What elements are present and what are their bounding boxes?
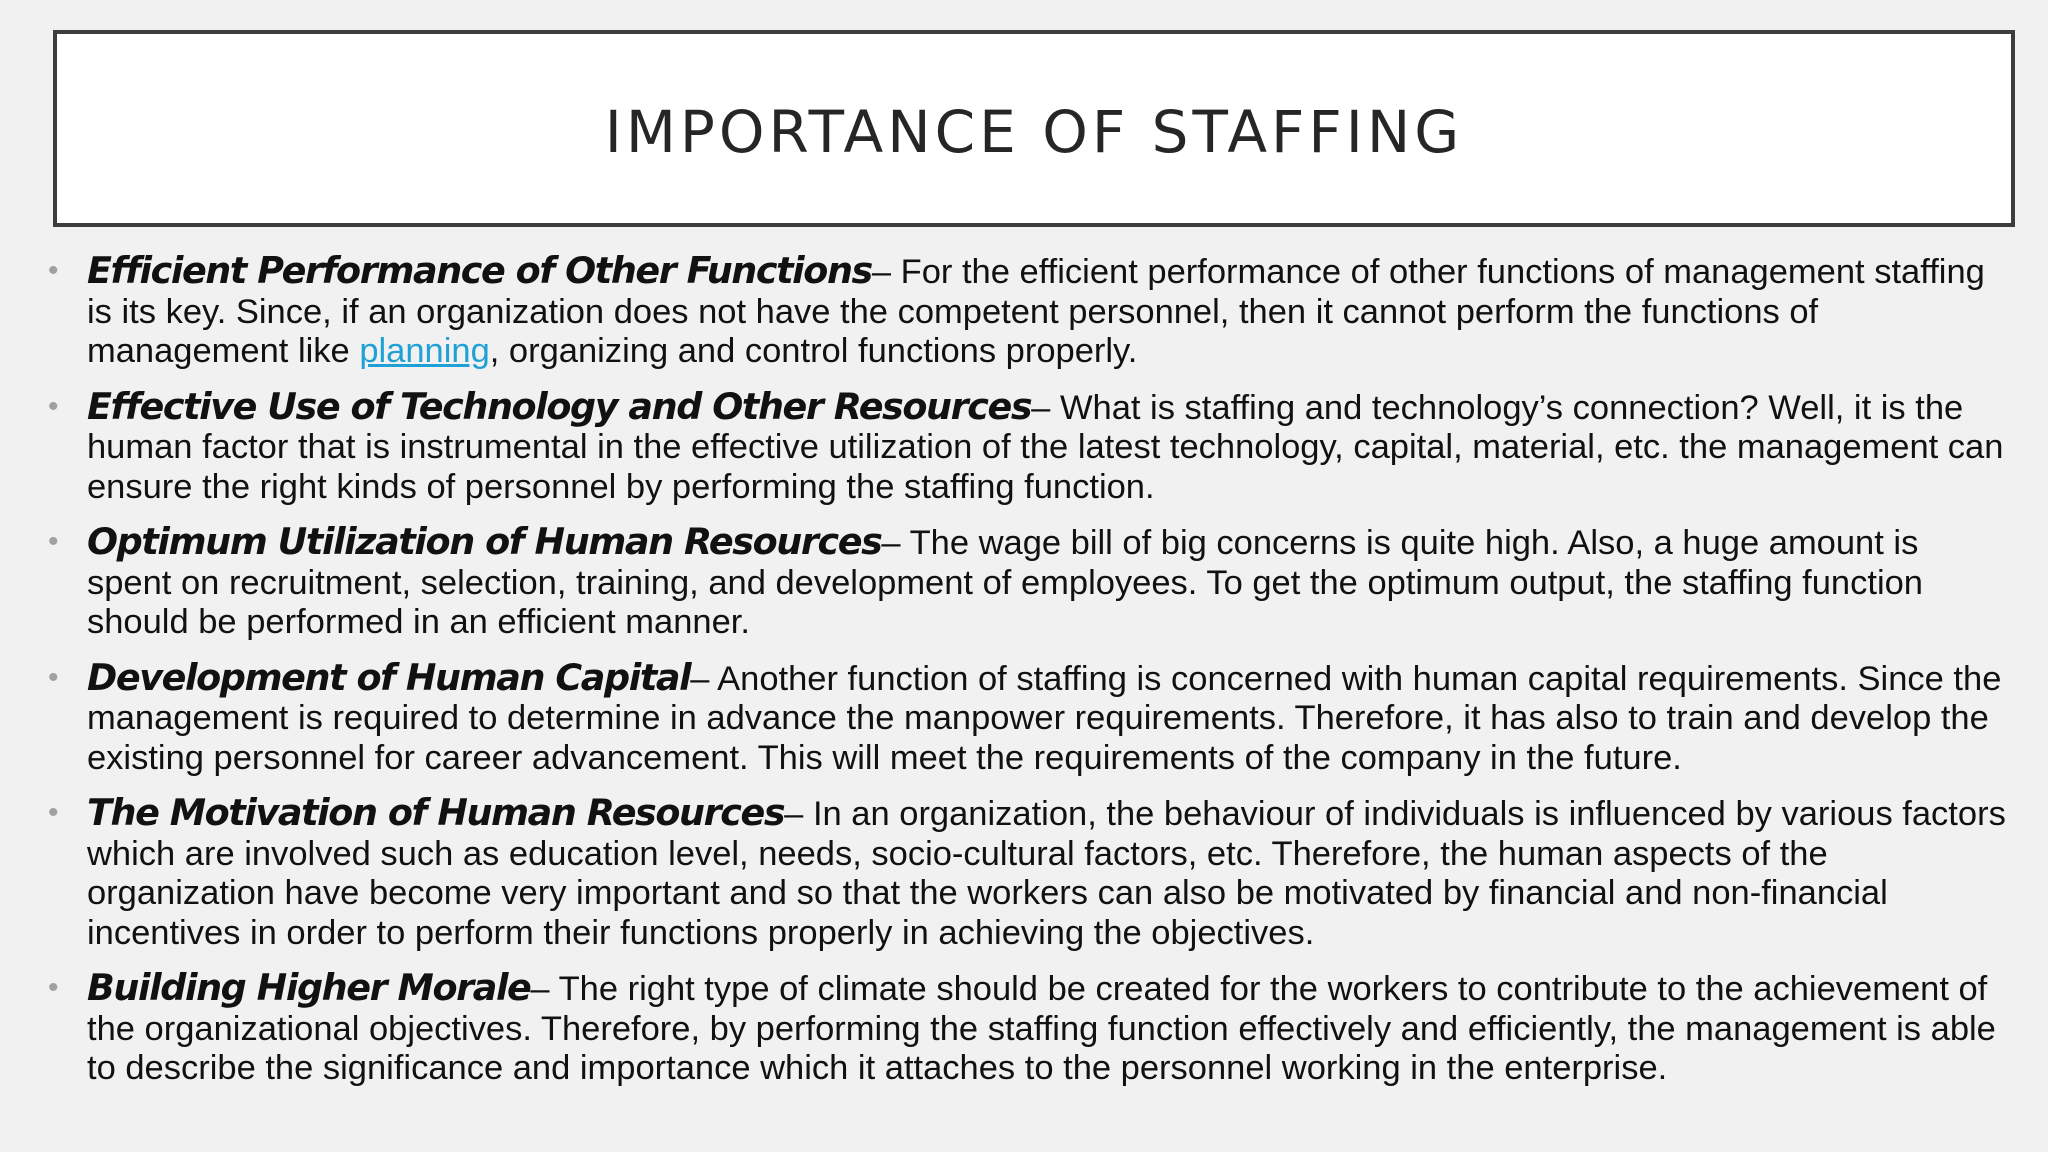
item-dash: –: [690, 659, 718, 698]
bullet-item-optimum-utilization: [0, 522, 2048, 643]
item-dash: –: [784, 795, 813, 833]
planning-link[interactable]: planning: [359, 332, 490, 370]
item-dash: –: [1031, 388, 1060, 427]
item-heading: Development of Human Capital: [87, 655, 691, 699]
title-box: [53, 30, 2015, 227]
bullet-item-motivation: [0, 793, 2048, 953]
item-text: Another function of staffing is concerned with human capital requirements. Since the management is required to determine in advance the manpower requirements. Therefore, it has also to train and develop the existing personnel for career advancement. This will meet the requirements of the company in the future.: [87, 659, 2002, 777]
item-heading: Building Higher Morale: [87, 966, 531, 1009]
item-text: The right type of climate should be created for the workers to contribute to the achievement of the organizational objectives. Therefore, by performing the staffing function effectively and efficiently, the management is able to describe the significance and importance which it attaches to the personnel working in the enterprise.: [87, 970, 1996, 1087]
item-text-continued: , organizing and control functions properly.: [489, 332, 1138, 370]
bullet-item-effective-use-technology: [0, 384, 2048, 508]
item-text: The wage bill of big concerns is quite high. Also, a huge amount is spent on recruitment, selection, training, and development of employees. To get the optimum output, the staffing function should be performed in an efficient manner.: [87, 524, 1923, 641]
bullet-icon: •: [48, 254, 59, 287]
bullet-icon: •: [48, 389, 59, 423]
item-text: What is staffing and technology’s connection? Well, it is the human factor that is instrumental in the effective utilization of the latest technology, capital, material, etc. the management can ensure the right kinds of personnel by performing the staffing function.: [87, 388, 2004, 506]
bullet-icon: •: [48, 525, 59, 558]
slide-title: IMPORTANCE OF STAFFING: [604, 97, 1464, 166]
bullet-item-higher-morale: [0, 968, 2048, 1089]
item-dash: –: [871, 253, 901, 291]
item-text: In an organization, the behaviour of individuals is influenced by various factors which are involved such as education level, needs, socio-cultural factors, etc. Therefore, the human aspects of the organization have become very important and so that the workers can also be motivated by financial and non-financial incentives in order to perform their functions properly in achieving the objectives.: [87, 795, 2006, 952]
item-heading: The Motivation of Human Resources: [87, 791, 785, 834]
bullet-list: [0, 251, 2048, 1104]
bullet-icon: •: [48, 796, 59, 829]
bullet-item-human-capital: [0, 655, 2048, 779]
item-dash: –: [881, 524, 910, 562]
item-text: For the efficient performance of other functions of management staffing is its key. Since, if an organization does not have the competent personnel, then it cannot perform the functions of management like: [87, 253, 1985, 370]
item-heading: Efficient Performance of Other Functions: [87, 249, 872, 292]
bullet-icon: •: [48, 971, 59, 1004]
bullet-item-efficient-performance: [0, 251, 2048, 372]
item-dash: –: [530, 970, 559, 1008]
bullet-icon: •: [48, 660, 59, 694]
item-heading: Effective Use of Technology and Other Resources: [87, 384, 1032, 428]
item-heading: Optimum Utilization of Human Resources: [87, 520, 882, 563]
